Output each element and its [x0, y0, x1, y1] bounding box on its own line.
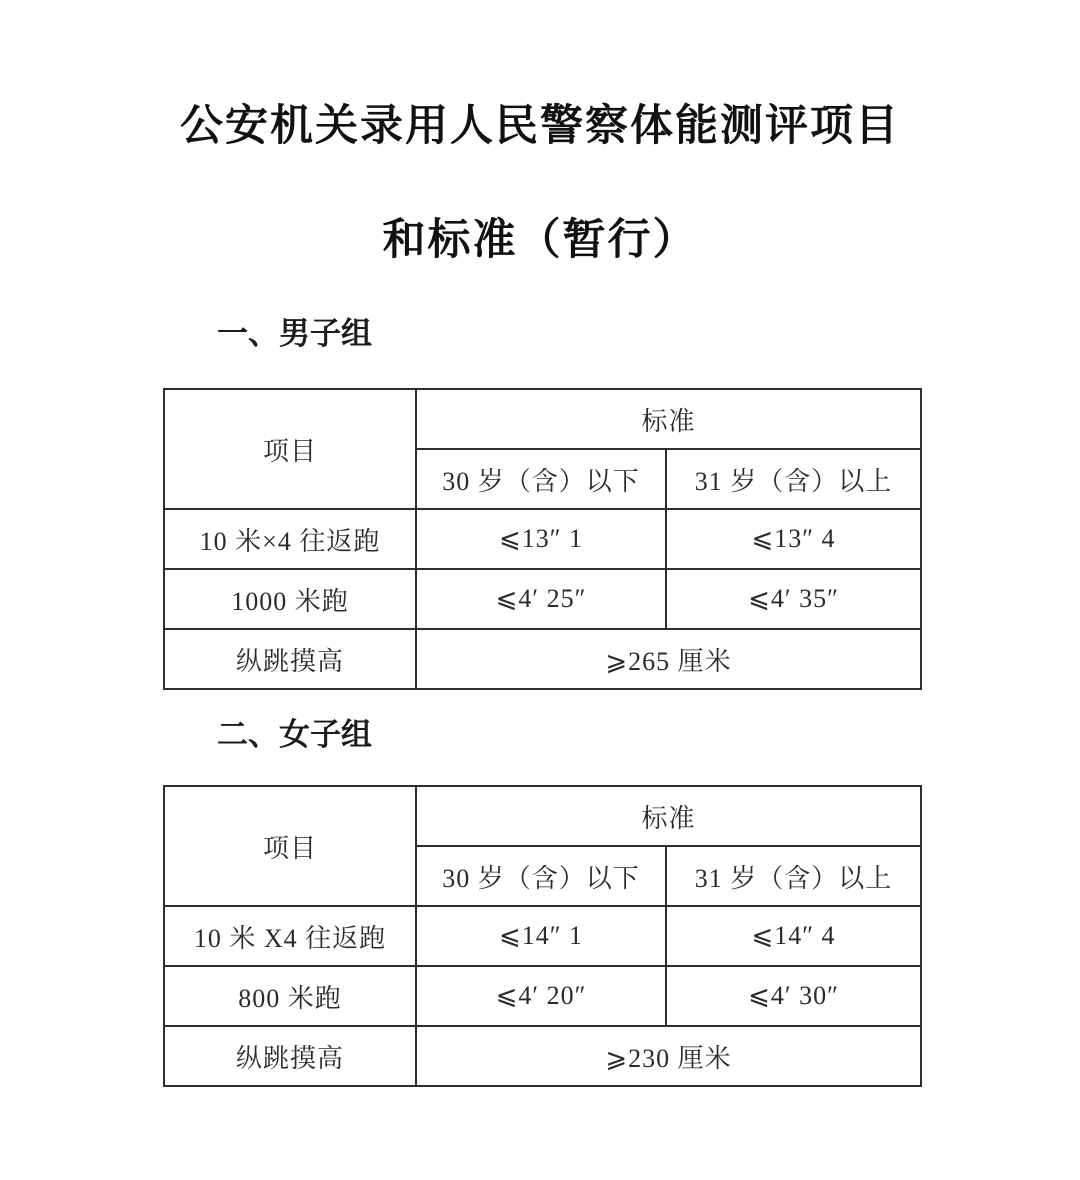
header-cell-age-over: 31 岁（含）以上: [666, 846, 921, 906]
table-row: [164, 569, 921, 629]
cell-item: 800 米跑: [164, 966, 416, 1026]
cell-item: 10 米 X4 往返跑: [164, 906, 416, 966]
cell-value-under: ⩽13″ 1: [416, 509, 666, 569]
document-title-line1: 公安机关录用人民警察体能测评项目: [180, 102, 900, 150]
cell-value-merged: ⩾265 厘米: [416, 629, 921, 689]
men-standards-table: [163, 388, 922, 690]
cell-value-over: ⩽4′ 30″: [666, 966, 921, 1026]
header-cell-item: 项目: [164, 389, 416, 509]
header-cell-age-over: 31 岁（含）以上: [666, 449, 921, 509]
cell-value-under: ⩽4′ 25″: [416, 569, 666, 629]
table-row: [164, 1026, 921, 1086]
header-cell-age-under: 30 岁（含）以下: [416, 449, 666, 509]
table-row: [164, 966, 921, 1026]
document-title-line2: 和标准（暂行）: [382, 216, 698, 264]
cell-value-over: ⩽4′ 35″: [666, 569, 921, 629]
cell-value-under: ⩽4′ 20″: [416, 966, 666, 1026]
table-row: [164, 629, 921, 689]
header-cell-standard: 标准: [416, 389, 921, 449]
cell-value-over: ⩽13″ 4: [666, 509, 921, 569]
cell-value-over: ⩽14″ 4: [666, 906, 921, 966]
table-row: [164, 906, 921, 966]
header-cell-standard: 标准: [416, 786, 921, 846]
table-header-row: [164, 389, 921, 449]
cell-item: 纵跳摸高: [164, 629, 416, 689]
cell-value-under: ⩽14″ 1: [416, 906, 666, 966]
table-header-row: [164, 786, 921, 846]
cell-item: 10 米×4 往返跑: [164, 509, 416, 569]
section-heading-women: 二、女子组: [217, 717, 372, 752]
section-heading-men: 一、男子组: [217, 316, 372, 351]
header-cell-item: 项目: [164, 786, 416, 906]
table-row: [164, 509, 921, 569]
women-standards-table: [163, 785, 922, 1087]
cell-item: 1000 米跑: [164, 569, 416, 629]
cell-item: 纵跳摸高: [164, 1026, 416, 1086]
cell-value-merged: ⩾230 厘米: [416, 1026, 921, 1086]
header-cell-age-under: 30 岁（含）以下: [416, 846, 666, 906]
